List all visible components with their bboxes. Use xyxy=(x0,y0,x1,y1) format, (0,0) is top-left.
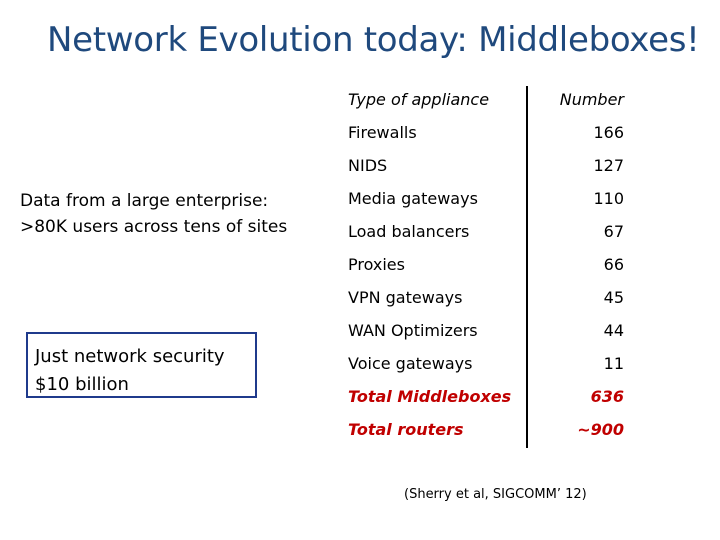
row-number: 110 xyxy=(593,189,624,208)
row-type: Firewalls xyxy=(348,123,417,142)
row-type: NIDS xyxy=(348,156,388,175)
table-row xyxy=(348,121,628,154)
row-number: 67 xyxy=(603,222,624,241)
table-column-divider xyxy=(526,86,528,448)
table-row xyxy=(348,154,628,187)
callout-line-2: $10 billion xyxy=(35,374,129,395)
table-header-row xyxy=(348,88,628,121)
row-number: 11 xyxy=(603,354,624,373)
row-type: Proxies xyxy=(348,255,405,274)
row-number: ~900 xyxy=(577,420,624,439)
row-type: WAN Optimizers xyxy=(348,321,478,340)
table-row xyxy=(348,352,628,385)
data-source-note xyxy=(20,188,287,240)
table-row xyxy=(348,253,628,286)
row-type: Media gateways xyxy=(348,189,478,208)
row-number: 166 xyxy=(593,123,624,142)
row-type: Voice gateways xyxy=(348,354,473,373)
row-type: Total Middleboxes xyxy=(348,387,512,406)
citation: (Sherry et al, SIGCOMM’ 12) xyxy=(404,487,587,502)
row-number: 66 xyxy=(603,255,624,274)
table-row xyxy=(348,187,628,220)
row-number: 127 xyxy=(593,156,624,175)
row-type: Total routers xyxy=(348,420,464,439)
callout-line-1: Just network security xyxy=(35,346,225,367)
data-source-line-2: >80K users across tens of sites xyxy=(20,217,288,237)
table-row xyxy=(348,220,628,253)
header-type: Type of appliance xyxy=(348,90,490,109)
slide-title: Network Evolution today: Middleboxes! xyxy=(47,20,700,60)
data-source-line-1: Data from a large enterprise: xyxy=(20,191,269,211)
security-spend-callout xyxy=(26,332,257,398)
row-number: 636 xyxy=(590,387,624,406)
table-row xyxy=(348,319,628,352)
header-number: Number xyxy=(559,90,624,109)
row-type: VPN gateways xyxy=(348,288,463,307)
row-number: 45 xyxy=(603,288,624,307)
table-row xyxy=(348,286,628,319)
row-number: 44 xyxy=(603,321,624,340)
appliance-table xyxy=(348,88,628,451)
row-type: Load balancers xyxy=(348,222,470,241)
total-routers-row xyxy=(348,418,628,451)
total-middleboxes-row xyxy=(348,385,628,418)
